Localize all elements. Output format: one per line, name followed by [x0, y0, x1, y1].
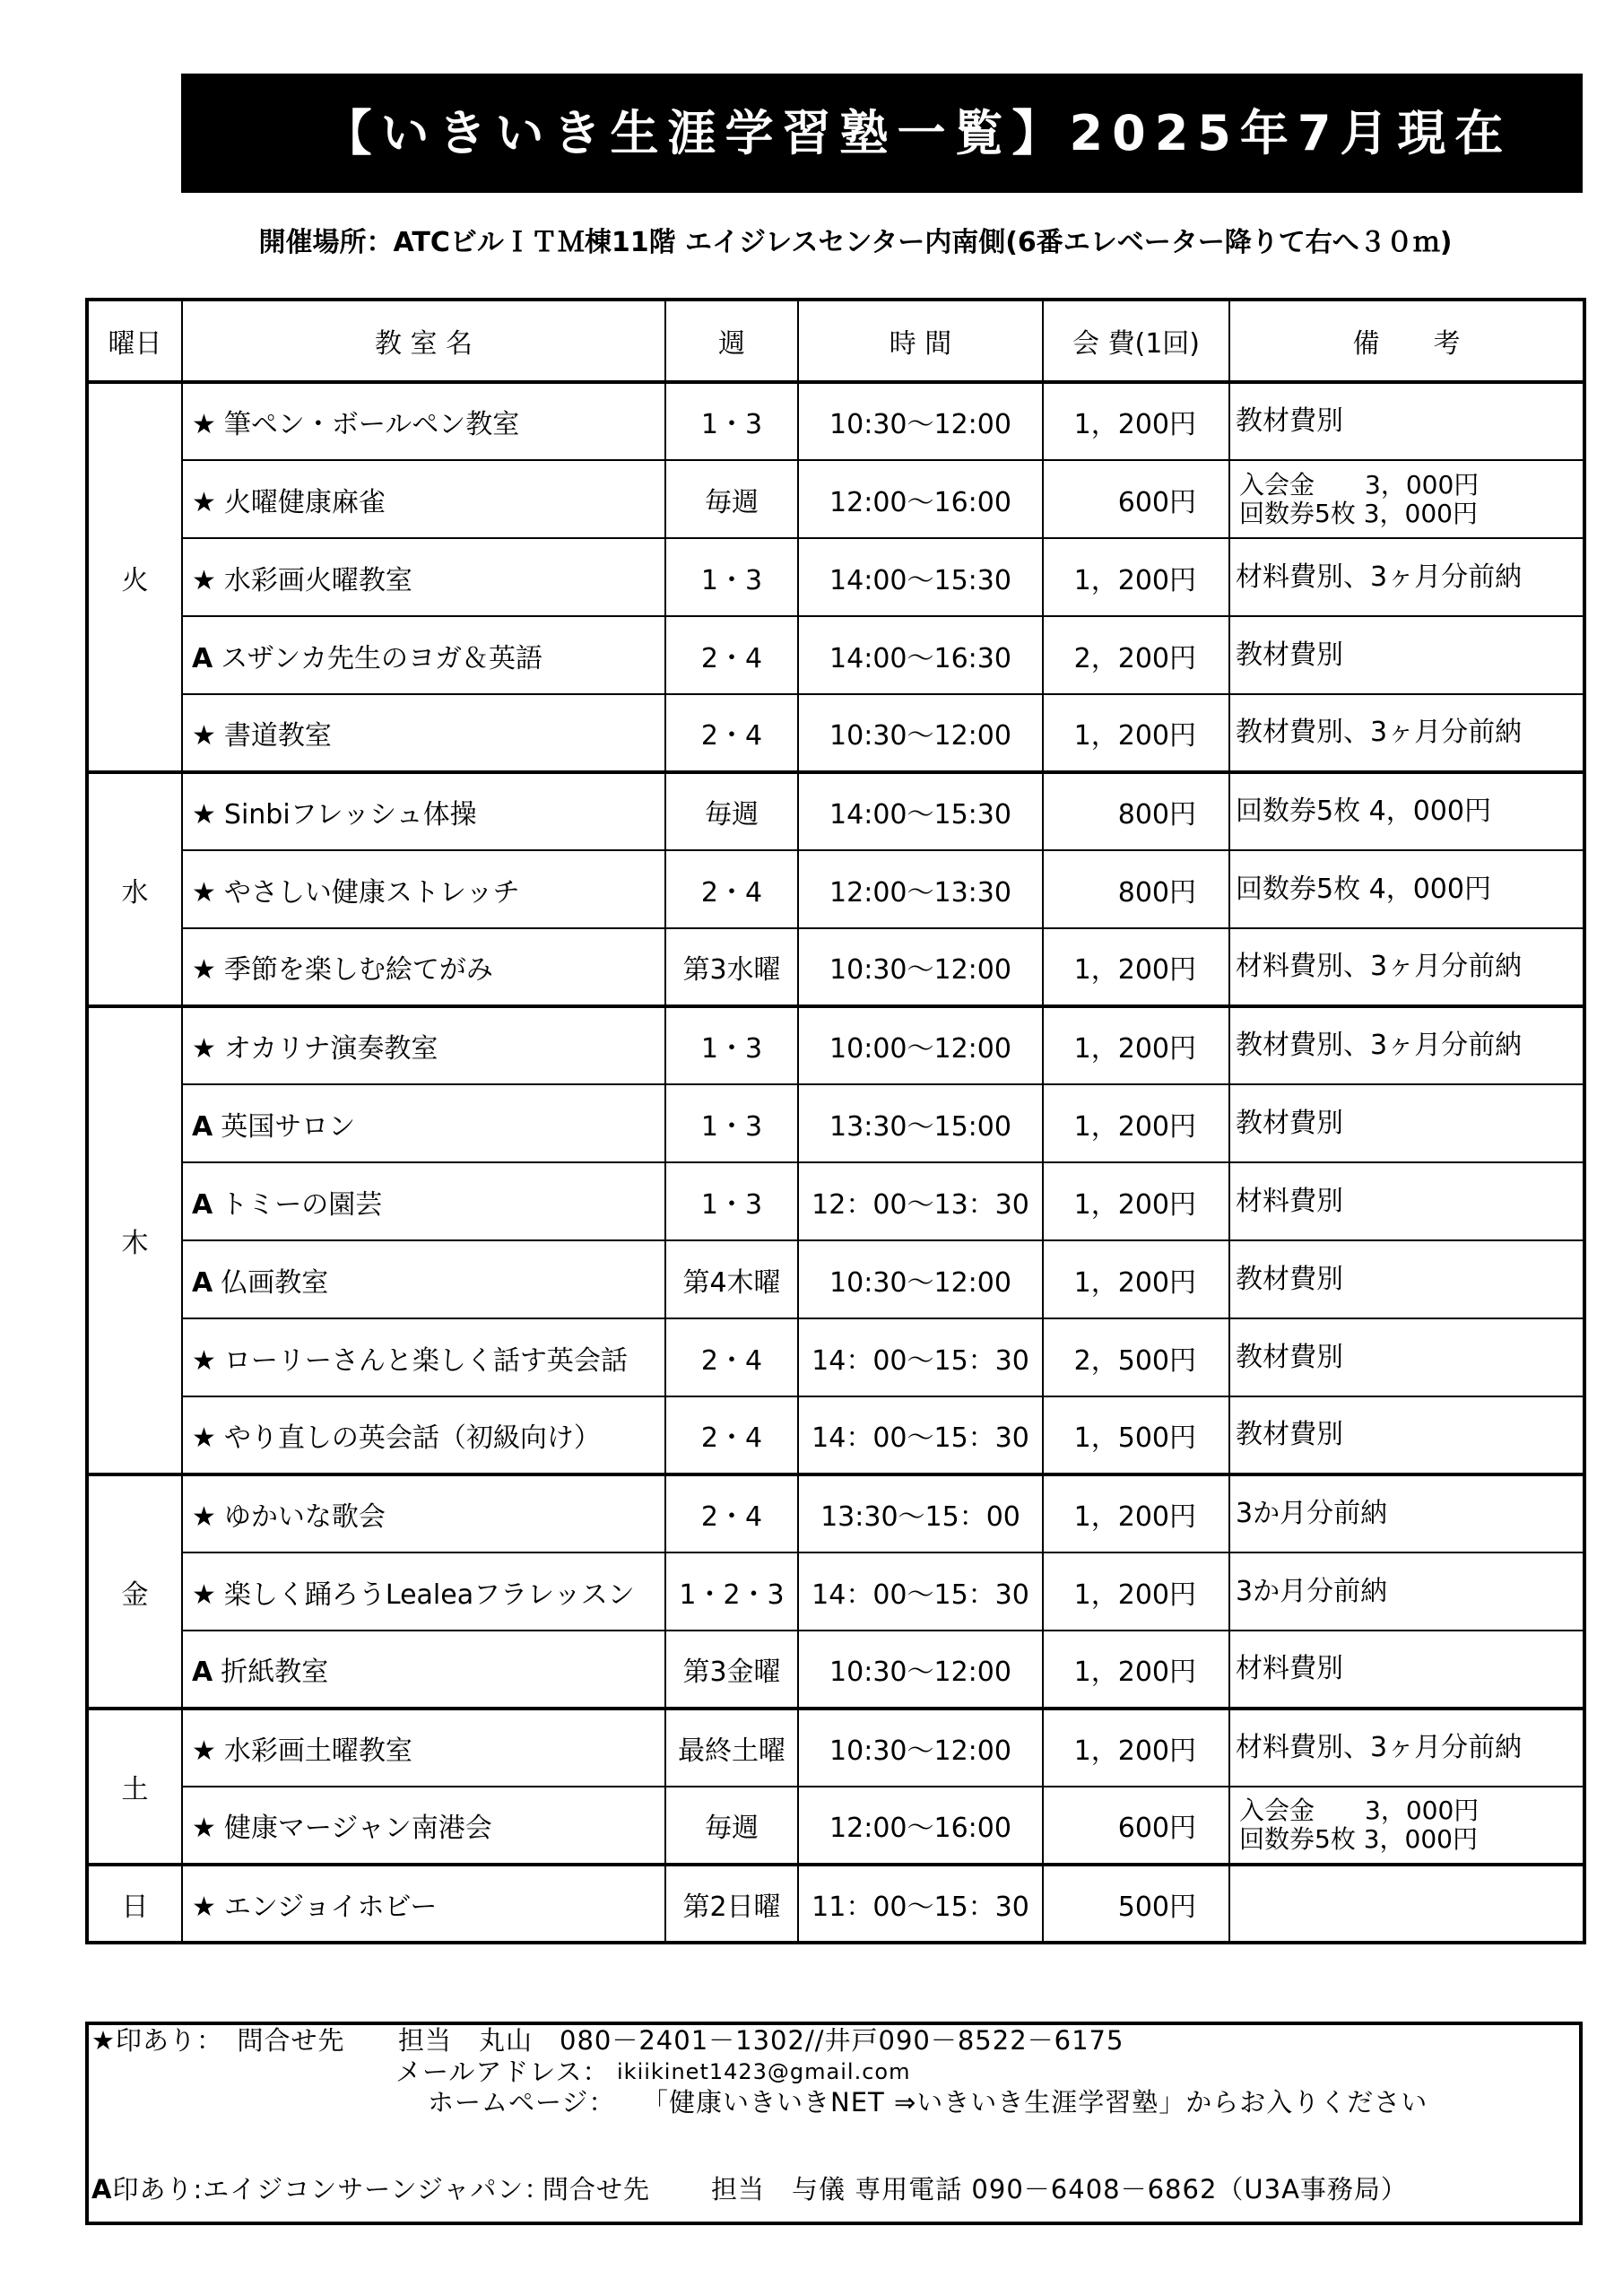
star-mark-icon: ★: [192, 1033, 216, 1065]
class-name: 英国サロン: [221, 1110, 356, 1143]
schedule-row: [87, 1006, 1584, 1084]
column-header-week: 週: [665, 300, 798, 382]
a-note-contact: 担当 与儀 専用電話 090－6408－6862（U3A事務局）: [711, 2174, 1408, 2205]
time-cell: 12：00～13：30: [798, 1162, 1043, 1240]
notes-cell: [1229, 928, 1584, 1006]
week-cell: 第3水曜: [665, 928, 798, 1006]
day-cell: 金: [87, 1474, 182, 1709]
time-cell: 14：00～15：30: [798, 1552, 1043, 1631]
class-name-cell: [182, 1709, 665, 1787]
time-cell: 10:30～12:00: [798, 1709, 1043, 1787]
week-cell: 2・4: [665, 1318, 798, 1396]
class-name: 火曜健康麻雀: [223, 486, 386, 518]
class-name: スザンカ先生のヨガ＆英語: [221, 642, 543, 674]
notes-line: 教材費別: [1236, 1419, 1343, 1450]
a-mark: A: [192, 1657, 213, 1688]
schedule-row: [87, 460, 1584, 538]
table-header: [87, 300, 1584, 382]
schedule-row: [87, 694, 1584, 772]
class-name-cell: [182, 694, 665, 772]
time-cell: 14：00～15：30: [798, 1318, 1043, 1396]
fee-cell: 1，200円: [1043, 538, 1229, 616]
schedule-row: [87, 1709, 1584, 1787]
fee-cell: 1，200円: [1043, 694, 1229, 772]
notes-cell: [1229, 772, 1584, 850]
week-cell: 第2日曜: [665, 1865, 798, 1943]
time-cell: 10:30～12:00: [798, 1631, 1043, 1709]
time-cell: 10:00～12:00: [798, 1006, 1043, 1084]
week-cell: 毎週: [665, 460, 798, 538]
a-note-inquiry: 問合せ先: [542, 2174, 651, 2205]
time-cell: 10:30～12:00: [798, 694, 1043, 772]
week-cell: 最終土曜: [665, 1709, 798, 1787]
star-mark-icon: ★: [192, 876, 216, 909]
schedule-row: [87, 1318, 1584, 1396]
fee-cell: 1，200円: [1043, 382, 1229, 460]
class-name: ゆかいな歌会: [223, 1501, 386, 1533]
day-cell: 水: [87, 772, 182, 1006]
star-mark-icon: ★: [192, 564, 216, 596]
homepage-text: 「健康いきいきNET ⇒いきいき生涯学習塾」からお入りください: [642, 2087, 1428, 2118]
schedule-row: [87, 1396, 1584, 1474]
notes-line: 回数券5枚 3，000円: [1239, 1824, 1478, 1854]
class-name-cell: [182, 1865, 665, 1943]
notes-cell: [1229, 694, 1584, 772]
notes-cell: [1229, 1631, 1584, 1709]
fee-cell: 1，200円: [1043, 1162, 1229, 1240]
schedule-row: [87, 1474, 1584, 1552]
notes-line: 教材費別、3ヶ月分前納: [1236, 1030, 1523, 1061]
notes-line: 入会金 3，000円: [1239, 469, 1480, 500]
notes-cell: [1229, 850, 1584, 928]
class-name: 水彩画土曜教室: [223, 1735, 412, 1767]
notes-line: 回数券5枚 3，000円: [1239, 498, 1478, 528]
schedule-row: [87, 382, 1584, 460]
star-mark-icon: ★: [192, 1422, 216, 1454]
schedule-row: [87, 1084, 1584, 1162]
notes-line: 材料費別、3ヶ月分前納: [1236, 561, 1523, 593]
schedule-row: [87, 1162, 1584, 1240]
week-cell: 1・2・3: [665, 1552, 798, 1631]
homepage-label: ホームページ：: [428, 2087, 616, 2118]
time-cell: 10:30～12:00: [798, 1240, 1043, 1318]
class-name: 健康マージャン南港会: [223, 1813, 492, 1844]
week-cell: 毎週: [665, 1787, 798, 1865]
class-name: 筆ペン・ボールペン教室: [223, 409, 520, 440]
week-cell: 1・3: [665, 1162, 798, 1240]
week-cell: 1・3: [665, 382, 798, 460]
notes-line: 教材費別: [1236, 639, 1343, 671]
time-cell: 12:00～16:00: [798, 1787, 1043, 1865]
class-name: 書道教室: [223, 720, 332, 752]
fee-cell: 800円: [1043, 772, 1229, 850]
notes-line: 教材費別、3ヶ月分前納: [1236, 717, 1523, 748]
time-cell: 14:00～15:30: [798, 538, 1043, 616]
notes-cell: [1229, 1865, 1584, 1943]
schedule-row: [87, 850, 1584, 928]
time-cell: 14:00～16:30: [798, 616, 1043, 694]
class-schedule-table: [85, 298, 1586, 1944]
schedule-row: [87, 538, 1584, 616]
week-cell: 2・4: [665, 1474, 798, 1552]
venue-info: 開催場所：ATCビルＩＴＭ棟11階 エイジレスセンター内南側(6番エレベーター降りて右へ３０ｍ): [258, 227, 1453, 258]
column-header-day: 曜日: [87, 300, 182, 382]
column-header-notes: 備 考: [1229, 300, 1584, 382]
star-mark-icon: ★: [192, 1501, 216, 1533]
week-cell: 第3金曜: [665, 1631, 798, 1709]
notes-cell: [1229, 1396, 1584, 1474]
star-note-contact: 担当 丸山 080－2401－1302//井戸090－8522－6175: [398, 2025, 1124, 2056]
notes-line: 教材費別: [1236, 1263, 1343, 1295]
time-cell: 10:30～12:00: [798, 382, 1043, 460]
class-name-cell: [182, 1474, 665, 1552]
notes-line: 教材費別: [1236, 405, 1343, 437]
notes-line: 材料費別、3ヶ月分前納: [1236, 1732, 1523, 1763]
class-name: やり直しの英会話（初級向け）: [223, 1422, 601, 1454]
schedule-row: [87, 928, 1584, 1006]
class-name-cell: [182, 772, 665, 850]
a-note-label-text: 印あり:エイジコンサーンジャパン：: [112, 2174, 551, 2205]
fee-cell: 600円: [1043, 460, 1229, 538]
star-mark-icon: ★: [192, 409, 216, 440]
fee-cell: 1，200円: [1043, 1631, 1229, 1709]
fee-cell: 1，200円: [1043, 928, 1229, 1006]
time-cell: 14：00～15：30: [798, 1396, 1043, 1474]
fee-cell: 2，500円: [1043, 1318, 1229, 1396]
notes-line: 3か月分前納: [1236, 1575, 1388, 1607]
notes-cell: [1229, 1162, 1584, 1240]
time-cell: 11：00～15：30: [798, 1865, 1043, 1943]
fee-cell: 1，200円: [1043, 1709, 1229, 1787]
class-name: やさしい健康ストレッチ: [223, 876, 520, 909]
star-mark-icon: ★: [192, 1578, 216, 1611]
class-name-cell: [182, 1787, 665, 1865]
class-name: Sinbiフレッシュ体操: [223, 799, 477, 831]
day-cell: 木: [87, 1006, 182, 1474]
notes-cell: [1229, 460, 1584, 538]
class-name-cell: [182, 1084, 665, 1162]
fee-cell: 1，200円: [1043, 1084, 1229, 1162]
class-name-cell: [182, 460, 665, 538]
notes-cell: [1229, 538, 1584, 616]
week-cell: 2・4: [665, 850, 798, 928]
day-cell: 火: [87, 382, 182, 772]
star-mark-icon: ★: [192, 486, 216, 518]
star-mark-icon: ★: [192, 1891, 216, 1923]
schedule-row: [87, 616, 1584, 694]
class-name-cell: [182, 1631, 665, 1709]
schedule-row: [87, 1787, 1584, 1865]
week-cell: 2・4: [665, 694, 798, 772]
star-note-label: [91, 2025, 345, 2056]
week-cell: 2・4: [665, 1396, 798, 1474]
schedule-row: [87, 1240, 1584, 1318]
star-mark-icon: ★: [91, 2025, 116, 2056]
fee-cell: 800円: [1043, 850, 1229, 928]
notes-cell: [1229, 1474, 1584, 1552]
time-cell: 12:00～13:30: [798, 850, 1043, 928]
notes-line: 材料費別: [1236, 1653, 1343, 1684]
class-name-cell: [182, 1318, 665, 1396]
notes-line: 材料費別: [1236, 1185, 1343, 1217]
schedule-row: [87, 1552, 1584, 1631]
day-cell: 土: [87, 1709, 182, 1865]
time-cell: 10:30～12:00: [798, 928, 1043, 1006]
contact-info-box: [85, 2022, 1583, 2225]
a-mark: A: [91, 2174, 113, 2205]
class-name-cell: [182, 538, 665, 616]
star-mark-icon: ★: [192, 799, 216, 831]
notes-line: 回数券5枚 4，000円: [1236, 873, 1491, 905]
schedule-row: [87, 1865, 1584, 1943]
star-mark-icon: ★: [192, 720, 216, 752]
class-name-cell: [182, 616, 665, 694]
star-mark-icon: ★: [192, 1735, 216, 1767]
class-name: 折紙教室: [221, 1657, 329, 1688]
week-cell: 毎週: [665, 772, 798, 850]
class-name: 楽しく踊ろうLealeaフラレッスン: [223, 1578, 635, 1611]
class-name-cell: [182, 928, 665, 1006]
week-cell: 1・3: [665, 1006, 798, 1084]
fee-cell: 2，200円: [1043, 616, 1229, 694]
fee-cell: 1，200円: [1043, 1240, 1229, 1318]
week-cell: 1・3: [665, 538, 798, 616]
class-name: 仏画教室: [221, 1266, 329, 1299]
a-mark: A: [192, 1110, 213, 1143]
day-cell: 日: [87, 1865, 182, 1943]
week-cell: 2・4: [665, 616, 798, 694]
class-name: トミーの園芸: [221, 1188, 383, 1221]
fee-cell: 1，500円: [1043, 1396, 1229, 1474]
title-banner: [181, 74, 1583, 193]
week-cell: 1・3: [665, 1084, 798, 1162]
email-label: メールアドレス：: [395, 2057, 610, 2087]
fee-cell: 600円: [1043, 1787, 1229, 1865]
class-name-cell: [182, 1162, 665, 1240]
fee-cell: 500円: [1043, 1865, 1229, 1943]
notes-line: 入会金 3，000円: [1239, 1796, 1480, 1825]
time-cell: 14:00～15:30: [798, 772, 1043, 850]
class-name-cell: [182, 850, 665, 928]
notes-cell: [1229, 616, 1584, 694]
column-header-fee: 会 費(1回): [1043, 300, 1229, 382]
fee-cell: 1，200円: [1043, 1474, 1229, 1552]
header-row: [87, 300, 1584, 382]
notes-cell: [1229, 382, 1584, 460]
notes-cell: [1229, 1240, 1584, 1318]
class-name-cell: [182, 382, 665, 460]
time-cell: 12:00～16:00: [798, 460, 1043, 538]
notes-cell: [1229, 1318, 1584, 1396]
email-address: ikiikinet1423@gmail.com: [617, 2059, 911, 2084]
star-mark-icon: ★: [192, 1813, 216, 1844]
time-cell: 13:30～15:00: [798, 1084, 1043, 1162]
class-name: 季節を楽しむ絵てがみ: [223, 954, 493, 986]
star-note-label-text: 印あり： 問合せ先: [116, 2025, 345, 2056]
page-title: 【いきいき生涯学習塾一覧】2025年7月現在: [323, 105, 1513, 161]
notes-cell: [1229, 1084, 1584, 1162]
class-name: 水彩画火曜教室: [223, 564, 412, 596]
column-header-time: 時 間: [798, 300, 1043, 382]
notes-line: 3か月分前納: [1236, 1498, 1388, 1529]
class-name-cell: [182, 1552, 665, 1631]
time-cell: 13:30～15：00: [798, 1474, 1043, 1552]
fee-cell: 1，200円: [1043, 1006, 1229, 1084]
class-name: エンジョイホビー: [223, 1891, 438, 1923]
week-cell: 第4木曜: [665, 1240, 798, 1318]
schedule-row: [87, 772, 1584, 850]
notes-line: 教材費別: [1236, 1107, 1343, 1139]
class-name-cell: [182, 1396, 665, 1474]
schedule-row: [87, 1631, 1584, 1709]
class-name-cell: [182, 1006, 665, 1084]
class-name: オカリナ演奏教室: [223, 1033, 438, 1065]
notes-cell: [1229, 1006, 1584, 1084]
class-name: ローリーさんと楽しく話す英会話: [223, 1344, 628, 1377]
fee-cell: 1，200円: [1043, 1552, 1229, 1631]
a-mark: A: [192, 642, 213, 674]
star-mark-icon: ★: [192, 1344, 216, 1377]
notes-cell: [1229, 1552, 1584, 1631]
notes-line: 回数券5枚 4，000円: [1236, 796, 1491, 827]
star-mark-icon: ★: [192, 954, 216, 986]
notes-line: 教材費別: [1236, 1341, 1343, 1373]
a-mark: A: [192, 1188, 213, 1221]
class-name-cell: [182, 1240, 665, 1318]
a-mark: A: [192, 1266, 213, 1299]
table-body: [87, 382, 1584, 1943]
notes-line: 材料費別、3ヶ月分前納: [1236, 951, 1523, 982]
notes-cell: [1229, 1787, 1584, 1865]
column-header-class-name: 教 室 名: [182, 300, 665, 382]
notes-cell: [1229, 1709, 1584, 1787]
a-note-label: [91, 2174, 551, 2205]
